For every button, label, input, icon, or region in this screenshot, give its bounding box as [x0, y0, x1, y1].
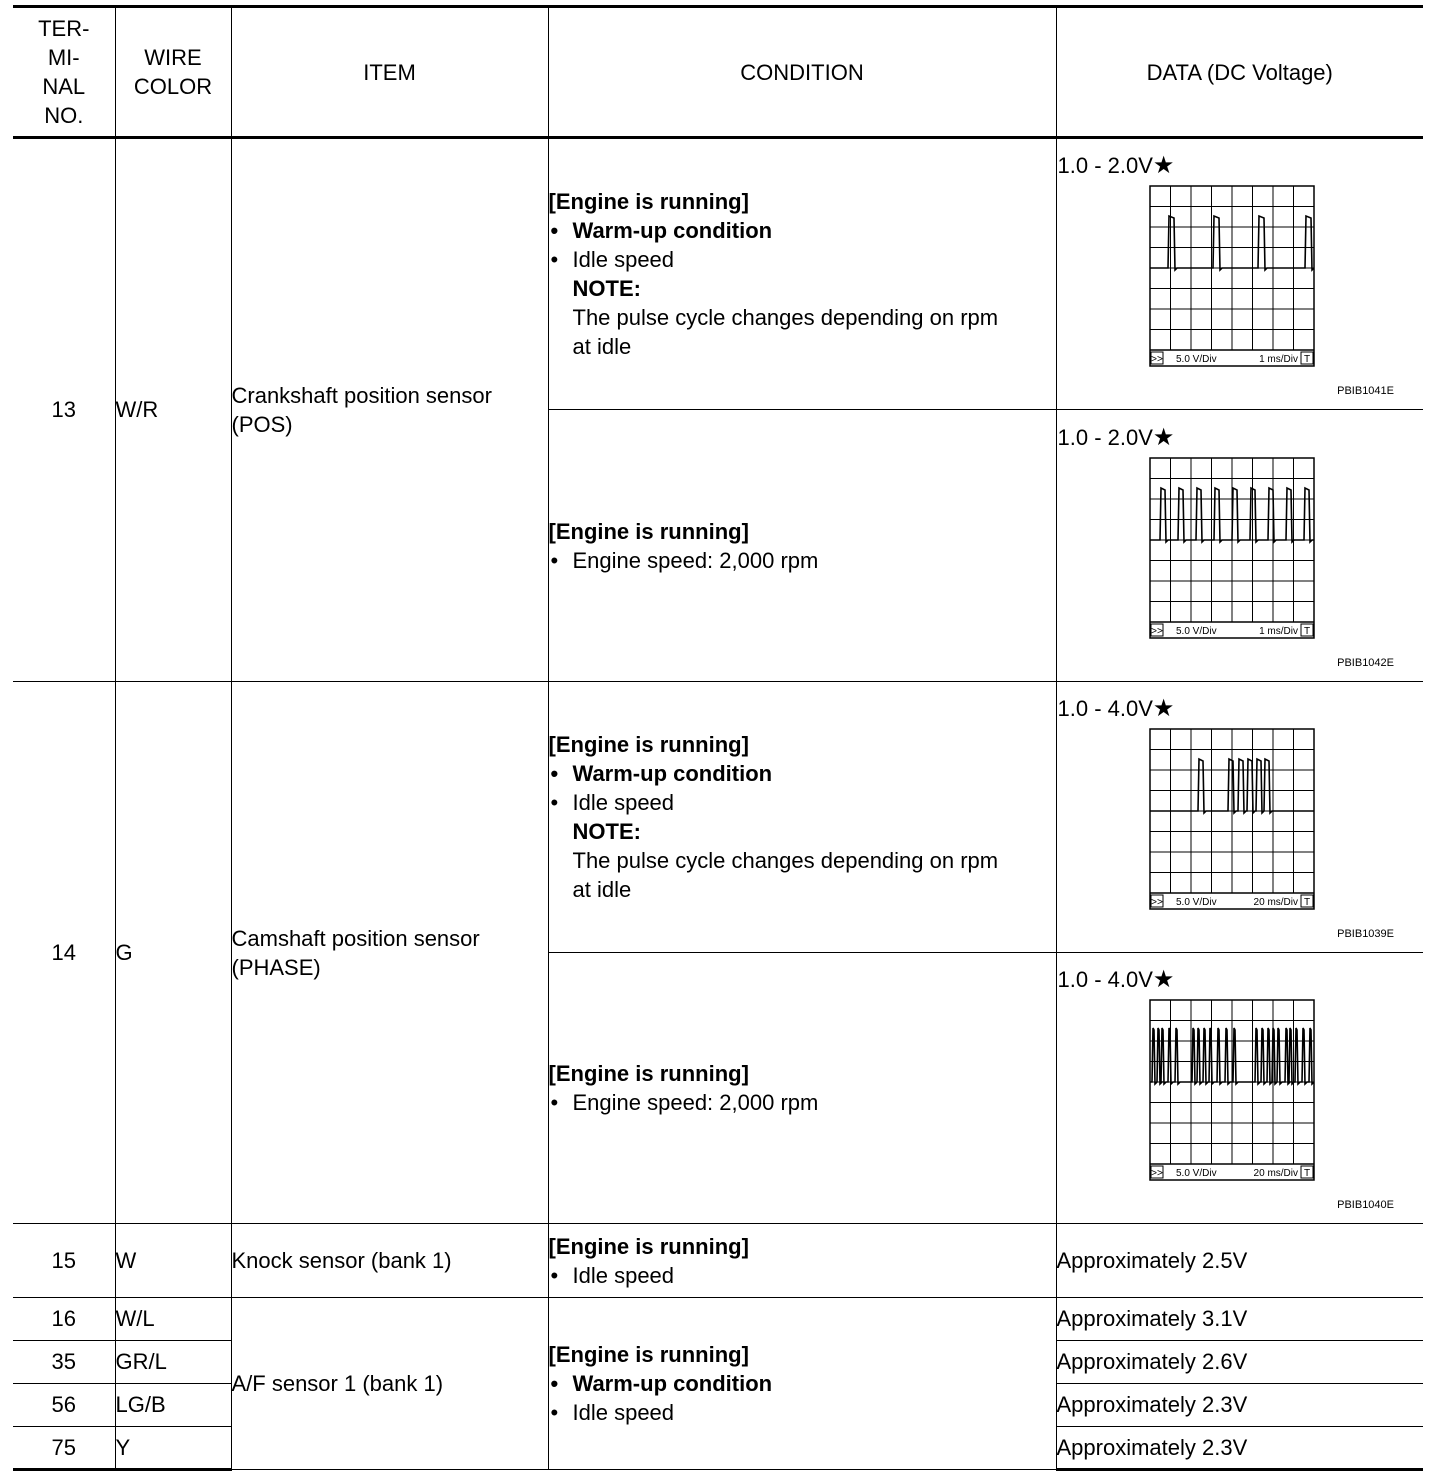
condition-heading: [Engine is running] [548, 732, 749, 757]
oscilloscope-graph [1149, 457, 1315, 639]
table-row [13, 1298, 1423, 1341]
condition-bullet: • Idle speed [549, 245, 1056, 274]
note-text: at idle [572, 877, 632, 902]
condition-bullet: • Engine speed: 2,000 rpm [549, 1088, 1056, 1117]
terminal-15: 15 [13, 1224, 115, 1298]
waveform-figure [1057, 411, 1424, 681]
table-row [13, 1224, 1423, 1298]
waveform-figure [1057, 682, 1424, 952]
item-14 [231, 682, 548, 1224]
condition-bullet: • Idle speed [549, 788, 1056, 817]
header-row [13, 7, 1423, 138]
wire-14: G [115, 682, 231, 1224]
header-item: ITEM [231, 7, 548, 138]
header-text: NAL [42, 74, 86, 99]
wire-35: GR/L [115, 1341, 231, 1384]
condition-heading: [Engine is running] [548, 1342, 749, 1367]
terminal-56: 56 [13, 1384, 115, 1427]
terminal-14: 14 [13, 682, 115, 1224]
header-condition: CONDITION [548, 7, 1056, 138]
figure-id: PBIB1040E [1337, 1199, 1394, 1211]
item-15: Knock sensor (bank 1) [231, 1224, 548, 1298]
time-scale: 20 ms/Div [1253, 897, 1298, 908]
item-13 [231, 138, 548, 682]
note-text: The pulse cycle changes depending on rpm [572, 305, 999, 330]
scope-left-label: >> [1150, 354, 1163, 365]
scope-right-label: T [1303, 1168, 1310, 1179]
oscilloscope-graph [1149, 185, 1315, 367]
wire-56: LG/B [115, 1384, 231, 1427]
waveform-voltage [1058, 694, 1175, 723]
data-15: Approximately 2.5V [1056, 1224, 1423, 1298]
header-text: COLOR [133, 74, 213, 99]
scope-left-label: >> [1150, 625, 1163, 637]
voltage-range: 1.0 - 2.0V [1057, 424, 1153, 450]
condition-15 [548, 1224, 1056, 1298]
data-16: Approximately 3.1V [1056, 1298, 1423, 1341]
figure-id: PBIB1039E [1337, 928, 1394, 940]
condition-bullet: • Engine speed: 2,000 rpm [549, 546, 1056, 575]
condition-heading: [Engine is running] [548, 189, 749, 214]
waveform-voltage [1058, 423, 1175, 452]
note-label: NOTE: [572, 276, 641, 301]
scope-right-label: T [1303, 897, 1310, 908]
star-icon: ★ [1152, 423, 1175, 451]
condition-13-2000 [548, 410, 1056, 682]
voltage-scale: 5.0 V/Div [1175, 625, 1217, 637]
waveform-voltage [1058, 151, 1175, 180]
waveform-figure [1057, 953, 1424, 1223]
data-56: Approximately 2.3V [1056, 1384, 1423, 1427]
condition-heading: [Engine is running] [548, 1233, 749, 1259]
scope-right-label: T [1303, 354, 1310, 365]
item-text: (POS) [231, 412, 293, 437]
condition-bullet: • Warm-up condition [549, 759, 1056, 788]
header-text: MI- [47, 45, 80, 70]
wire-16: W/L [115, 1298, 231, 1341]
voltage-range: 1.0 - 4.0V [1057, 967, 1153, 992]
voltage-range: 1.0 - 2.0V [1057, 153, 1153, 178]
star-icon: ★ [1152, 152, 1175, 179]
header-text: WIRE [144, 45, 202, 70]
time-scale: 20 ms/Div [1253, 1168, 1298, 1179]
time-scale: 1 ms/Div [1258, 625, 1298, 637]
waveform-voltage [1058, 965, 1175, 994]
data-14-2000 [1056, 953, 1423, 1224]
voltage-scale: 5.0 V/Div [1175, 354, 1217, 365]
terminal-16: 16 [13, 1298, 115, 1341]
voltage-scale: 5.0 V/Div [1175, 897, 1217, 908]
voltage-scale: 5.0 V/Div [1175, 1168, 1217, 1179]
header-text: NO. [44, 103, 84, 128]
wire-75: Y [115, 1427, 231, 1470]
voltage-range: 1.0 - 4.0V [1057, 696, 1153, 721]
condition-heading: [Engine is running] [548, 1061, 749, 1086]
condition-bullet: • Warm-up condition [549, 1369, 1056, 1398]
scope-left-label: >> [1150, 897, 1163, 908]
table-row [13, 138, 1423, 410]
data-13-2000 [1056, 410, 1423, 682]
condition-14-2000 [548, 953, 1056, 1224]
item-text: Crankshaft position sensor [231, 383, 492, 408]
terminal-75: 75 [13, 1427, 115, 1470]
time-scale: 1 ms/Div [1258, 354, 1298, 365]
figure-id: PBIB1042E [1337, 656, 1394, 669]
condition-bullet: • Idle speed [549, 1398, 1056, 1427]
scope-right-label: T [1303, 625, 1310, 637]
figure-id: PBIB1041E [1337, 385, 1394, 397]
data-35: Approximately 2.6V [1056, 1341, 1423, 1384]
condition-13-idle [548, 138, 1056, 410]
data-13-idle [1056, 138, 1423, 410]
condition-bullet: • Warm-up condition [549, 216, 1056, 245]
condition-bullet: • Idle speed [549, 1261, 1056, 1290]
note-label: NOTE: [572, 819, 641, 844]
header-terminal-no [13, 7, 115, 138]
item-text: (PHASE) [231, 954, 321, 980]
wire-15: W [115, 1224, 231, 1298]
header-wire-color [115, 7, 231, 138]
star-icon: ★ [1152, 966, 1175, 993]
condition-heading: [Engine is running] [548, 518, 749, 544]
oscilloscope-graph [1149, 999, 1315, 1181]
data-75: Approximately 2.3V [1056, 1427, 1423, 1470]
scope-left-label: >> [1150, 1168, 1163, 1179]
note-text: at idle [572, 334, 632, 359]
note-text: The pulse cycle changes depending on rpm [572, 848, 999, 873]
ecm-terminal-table [13, 5, 1423, 1471]
star-icon: ★ [1152, 695, 1175, 722]
table-row [13, 682, 1423, 953]
condition-af-sensor [548, 1298, 1056, 1470]
condition-14-idle [548, 682, 1056, 953]
terminal-35: 35 [13, 1341, 115, 1384]
item-text: Camshaft position sensor [231, 925, 480, 951]
header-data: DATA (DC Voltage) [1056, 7, 1423, 138]
terminal-13: 13 [13, 138, 115, 682]
data-14-idle [1056, 682, 1423, 953]
oscilloscope-graph [1149, 728, 1315, 910]
item-af-sensor: A/F sensor 1 (bank 1) [231, 1298, 548, 1470]
waveform-figure [1057, 139, 1424, 409]
wire-13: W/R [115, 138, 231, 682]
header-text: TER- [38, 16, 90, 41]
